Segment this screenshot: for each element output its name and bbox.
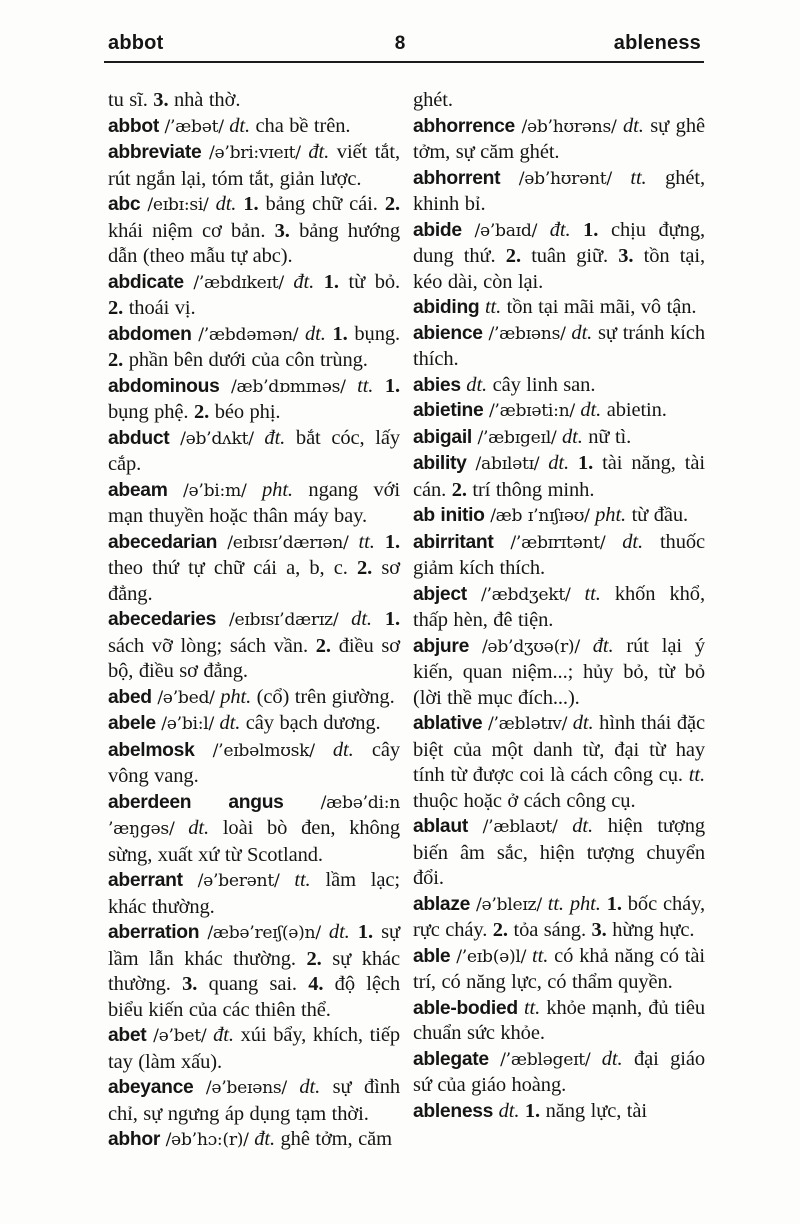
phonetic: /ə’berənt/ bbox=[197, 871, 280, 891]
definition-text bbox=[183, 869, 198, 891]
sense-number: 4. bbox=[308, 973, 324, 995]
part-of-speech: dt. bbox=[188, 817, 210, 839]
definition-text bbox=[469, 635, 482, 657]
dictionary-entry bbox=[413, 582, 705, 634]
definition-text bbox=[321, 921, 329, 943]
sense-number: 2. bbox=[505, 245, 521, 267]
dictionary-entry bbox=[413, 88, 705, 114]
dictionary-entry bbox=[108, 192, 400, 270]
headword: abhor bbox=[108, 1129, 161, 1150]
dictionary-entry bbox=[413, 530, 705, 582]
phonetic: /’æbɪrɪtənt/ bbox=[510, 532, 606, 553]
phonetic: /eɪbɪsɪ’dærɪən/ bbox=[227, 532, 349, 553]
definition-text bbox=[580, 635, 593, 657]
part-of-speech: đt. bbox=[549, 218, 571, 241]
sense-number: 2. bbox=[451, 478, 467, 501]
definition-text: từ đầu. bbox=[626, 504, 689, 526]
definition-text: (cổ) trên giường. bbox=[251, 685, 395, 708]
definition-text: điều sơ bộ, điều sơ đẳng. bbox=[108, 634, 400, 682]
sense-number: 1. bbox=[524, 1099, 541, 1122]
sense-number: 2. bbox=[108, 349, 124, 371]
sense-number: 3. bbox=[274, 219, 290, 242]
sense-number: 1. bbox=[323, 270, 339, 293]
definition-text bbox=[184, 271, 194, 293]
headword: aberration bbox=[108, 922, 200, 943]
definition-text bbox=[612, 167, 631, 189]
definition-text: cây vông vang. bbox=[108, 738, 400, 787]
part-of-speech: dt. bbox=[498, 1099, 520, 1122]
right-column bbox=[413, 88, 705, 1154]
phonetic: /’æbət/ bbox=[164, 116, 224, 137]
definition-text: có khả năng có tài trí, có năng lực, có thẩm quyền. bbox=[413, 944, 705, 993]
definition-text: sự đình chỉ, sự ngưng áp dụng tạm thời. bbox=[108, 1076, 400, 1125]
definition-text bbox=[590, 1048, 601, 1070]
part-of-speech: pht. bbox=[220, 685, 252, 708]
definition-text: bụng. bbox=[347, 322, 401, 345]
part-of-speech: tt. bbox=[294, 869, 311, 891]
part-of-speech: dt. bbox=[572, 712, 594, 734]
headword: abecedarian bbox=[108, 531, 218, 553]
sense-number: 1. bbox=[578, 452, 594, 474]
phonetic: /əb’hɔ:(r)/ bbox=[165, 1130, 249, 1150]
dictionary-entry bbox=[108, 711, 400, 738]
dictionary-entry bbox=[413, 711, 705, 814]
part-of-speech: dt. bbox=[622, 530, 644, 553]
dictionary-entry bbox=[108, 1127, 400, 1154]
phonetic: /’eɪb(ə)l/ bbox=[456, 946, 527, 967]
sense-number: 2. bbox=[492, 919, 508, 941]
part-of-speech: dt. bbox=[219, 712, 241, 734]
phonetic: /ə’bleɪz/ bbox=[476, 894, 542, 915]
definition-text bbox=[217, 531, 227, 553]
part-of-speech: tt. bbox=[584, 582, 601, 605]
sense-number: 1. bbox=[243, 193, 259, 215]
headword: abject bbox=[413, 583, 467, 605]
headword: ablaut bbox=[413, 816, 468, 837]
definition-text: bảng hướng dẫn (theo mẫu tự abc). bbox=[108, 219, 400, 267]
phonetic: /əb’dʌkt/ bbox=[180, 428, 254, 449]
dictionary-entry bbox=[413, 166, 705, 218]
part-of-speech: dt. bbox=[215, 193, 237, 215]
part-of-speech: tt. bbox=[484, 296, 502, 318]
headword: abietine bbox=[413, 400, 484, 421]
sense-number: 3. bbox=[591, 919, 607, 941]
definition-text bbox=[348, 531, 358, 553]
dictionary-entry bbox=[413, 218, 705, 296]
definition-text: tuân giữ. bbox=[520, 245, 619, 267]
dictionary-entry bbox=[108, 868, 400, 920]
headword: ablaze bbox=[413, 893, 471, 915]
phonetic: /eɪbɪ:si/ bbox=[147, 195, 209, 215]
headword: ab initio bbox=[413, 505, 485, 526]
dictionary-entry bbox=[413, 373, 705, 399]
sense-number: 2. bbox=[384, 193, 400, 215]
definition-text bbox=[194, 739, 212, 761]
dictionary-entry bbox=[413, 814, 705, 892]
phonetic: /ə’beɪəns/ bbox=[205, 1078, 287, 1098]
headword: abjure bbox=[413, 635, 470, 657]
headword: abeam bbox=[108, 479, 168, 501]
sense-number: 2. bbox=[193, 401, 210, 423]
headword: abdomen bbox=[108, 323, 192, 345]
definition-text bbox=[174, 817, 188, 839]
header-rule bbox=[104, 61, 704, 63]
part-of-speech: tt. bbox=[688, 764, 705, 786]
definition-text bbox=[193, 1076, 205, 1098]
part-of-speech: dt. bbox=[332, 738, 354, 761]
definition-text bbox=[350, 921, 358, 943]
definition-text: abietin. bbox=[601, 399, 667, 421]
definition-text: sự khác thường. bbox=[108, 947, 400, 995]
headword: ablative bbox=[413, 713, 483, 734]
definition-text: năng lực, tài bbox=[540, 1099, 647, 1122]
definition-text: xúi bẩy, khích, tiếp tay (làm xấu). bbox=[108, 1024, 401, 1073]
definition-text bbox=[287, 1076, 299, 1098]
dictionary-entry bbox=[108, 374, 400, 426]
headword: abbot bbox=[108, 115, 159, 137]
headword: able bbox=[413, 945, 451, 967]
definition-text: tồn tại, kéo dài, còn lại. bbox=[413, 245, 705, 293]
dictionary-entry bbox=[108, 270, 400, 322]
definition-text: tài năng, tài cán. bbox=[413, 452, 705, 501]
sense-number: 1. bbox=[384, 530, 401, 553]
part-of-speech: dt. bbox=[580, 399, 602, 421]
definition-text: khái niệm cơ bản. bbox=[108, 219, 275, 242]
definition-text bbox=[569, 452, 578, 474]
part-of-speech: dt. bbox=[548, 452, 570, 474]
definition-text: độ lệch biểu kiến của các thiên thể. bbox=[108, 973, 400, 1021]
phonetic: /’eɪbəlmʊsk/ bbox=[212, 740, 315, 761]
definition-text: béo phị. bbox=[209, 401, 281, 423]
definition-text: cây bạch dương. bbox=[240, 712, 381, 734]
definition-text bbox=[298, 323, 305, 345]
part-of-speech: tt. bbox=[357, 374, 374, 397]
sense-number: 2. bbox=[315, 634, 331, 657]
page-number: 8 bbox=[394, 33, 406, 54]
phonetic: /ə’bet/ bbox=[153, 1026, 207, 1046]
headword: abeyance bbox=[108, 1077, 194, 1098]
phonetic: /ə’bri:vɪeɪt/ bbox=[209, 143, 301, 163]
definition-text bbox=[326, 323, 333, 345]
headword: aberrant bbox=[108, 870, 183, 891]
phonetic: /æb’dɒmɪnəs/ bbox=[231, 376, 346, 397]
definition-text bbox=[346, 375, 358, 397]
headword: abience bbox=[413, 322, 483, 344]
sense-number: 1. bbox=[332, 322, 348, 345]
headword: able-bodied bbox=[413, 997, 518, 1019]
definition-text: đại giáo sứ của giáo hoàng. bbox=[413, 1047, 705, 1096]
part-of-speech: dt. bbox=[572, 815, 594, 837]
text-columns bbox=[108, 88, 705, 1154]
phonetic: /əb’dʒʊə(r)/ bbox=[481, 636, 580, 657]
sense-number: 3. bbox=[182, 973, 198, 995]
definition-text bbox=[494, 531, 511, 553]
dictionary-entry bbox=[413, 451, 705, 503]
definition-text: ghét. bbox=[413, 89, 453, 111]
dictionary-entry bbox=[108, 1023, 400, 1075]
headword: abduct bbox=[108, 427, 170, 449]
definition-text: phần bên dưới của côn trùng. bbox=[123, 349, 368, 371]
definition-text: ghét, khinh bỉ. bbox=[413, 166, 706, 215]
dictionary-entry bbox=[413, 295, 705, 321]
part-of-speech: dt. bbox=[622, 114, 644, 137]
definition-text bbox=[220, 375, 232, 397]
headword: aberdeen angus bbox=[108, 791, 284, 813]
definition-text: bắt cóc, lấy cắp. bbox=[108, 426, 400, 475]
definition-text: hừng hực. bbox=[606, 919, 695, 941]
definition-text bbox=[489, 1048, 500, 1070]
headword: abies bbox=[413, 374, 461, 396]
part-of-speech: tt. bbox=[358, 530, 375, 553]
sense-number: 3. bbox=[153, 89, 169, 111]
definition-text: sự tránh kích thích. bbox=[413, 321, 706, 370]
definition-text: theo thứ tự chữ cái a, b, c. bbox=[108, 557, 357, 579]
definition-text: bụng phệ. bbox=[108, 401, 194, 423]
headword: ability bbox=[413, 453, 467, 474]
definition-text: cha bề trên. bbox=[250, 114, 351, 137]
definition-text bbox=[201, 141, 209, 163]
phonetic: /’æbɪgeɪl/ bbox=[477, 427, 557, 448]
definition-text bbox=[462, 219, 475, 241]
definition-text bbox=[314, 271, 324, 293]
definition-text bbox=[467, 452, 476, 474]
definition-text: bảng chữ cái. bbox=[258, 193, 385, 215]
definition-text: hình thái đặc biệt của một danh từ, đại từ hay tính từ được coi là cách công cụ. bbox=[413, 712, 705, 786]
dictionary-entry bbox=[413, 503, 705, 530]
dictionary-entry bbox=[413, 1047, 705, 1099]
part-of-speech: dt. bbox=[328, 921, 350, 943]
definition-text bbox=[558, 815, 573, 837]
definition-text bbox=[571, 219, 584, 241]
definition-text bbox=[169, 427, 180, 449]
phonetic: /’æbdəmən/ bbox=[198, 324, 299, 345]
dictionary-entry bbox=[108, 140, 400, 192]
headword: abiding bbox=[413, 297, 480, 318]
dictionary-entry bbox=[413, 425, 705, 452]
part-of-speech: pht. bbox=[595, 504, 627, 526]
definition-text: từ bỏ. bbox=[338, 270, 401, 293]
headword: ableness bbox=[413, 1100, 494, 1122]
part-of-speech: tt. bbox=[523, 996, 541, 1019]
dictionary-entry bbox=[108, 322, 400, 374]
dictionary-entry bbox=[108, 530, 400, 608]
phonetic: /’æbɪəns/ bbox=[488, 323, 566, 344]
part-of-speech: đt. bbox=[308, 141, 330, 163]
dictionary-entry bbox=[413, 1099, 705, 1125]
dictionary-entry bbox=[413, 114, 705, 166]
definition-text: ngang với mạn thuyền hoặc thân máy bay. bbox=[108, 478, 401, 527]
part-of-speech: đt. bbox=[592, 634, 614, 657]
phonetic: /æbə’di:n ’æŋgəs/ bbox=[108, 792, 400, 839]
definition-text bbox=[209, 193, 216, 215]
part-of-speech: pht. bbox=[262, 478, 293, 501]
definition-text: quang sai. bbox=[197, 973, 309, 995]
phonetic: /ə’bed/ bbox=[157, 687, 215, 708]
part-of-speech: dt. bbox=[601, 1047, 623, 1070]
definition-text bbox=[537, 219, 550, 241]
definition-text: nữ tì. bbox=[582, 425, 632, 448]
running-head-right: ableness bbox=[613, 32, 701, 54]
dictionary-entry bbox=[108, 426, 400, 478]
headword: abed bbox=[108, 686, 152, 708]
definition-text: tồn tại mãi mãi, vô tận. bbox=[501, 296, 697, 318]
headword: abhorrent bbox=[413, 167, 501, 189]
headword: ablegate bbox=[413, 1048, 489, 1070]
part-of-speech: dt. bbox=[571, 321, 593, 344]
sense-number: 1. bbox=[583, 218, 599, 241]
definition-text: chịu đựng, dung thứ. bbox=[413, 218, 705, 267]
definition-text bbox=[375, 531, 385, 553]
part-of-speech: tt. pht. bbox=[547, 892, 601, 915]
headword: abide bbox=[413, 219, 462, 241]
definition-text: tu sĩ. bbox=[108, 89, 154, 111]
dictionary-entry bbox=[108, 790, 400, 869]
definition-text bbox=[570, 583, 584, 605]
definition-text: loài bò đen, không sừng, xuất xứ từ Scotland. bbox=[108, 817, 400, 866]
dictionary-entry bbox=[108, 607, 400, 685]
phonetic: /’æblətɪv/ bbox=[488, 714, 568, 734]
dictionary-entry bbox=[413, 996, 705, 1047]
headword: abc bbox=[108, 194, 141, 215]
definition-text: trí thông minh. bbox=[466, 478, 595, 501]
left-column bbox=[108, 88, 400, 1154]
definition-text: sự lầm lẫn khác thường. bbox=[108, 921, 400, 970]
headword: abele bbox=[108, 713, 156, 734]
phonetic: /’æbdɪkeɪt/ bbox=[193, 272, 284, 293]
dictionary-entry bbox=[413, 892, 705, 944]
definition-text bbox=[279, 869, 294, 891]
definition-text bbox=[315, 739, 333, 761]
definition-text bbox=[247, 479, 263, 501]
dictionary-entry bbox=[108, 685, 400, 712]
headword: abelmosk bbox=[108, 739, 195, 761]
phonetic: /æb ɪ’nɪʃɪəʊ/ bbox=[490, 506, 590, 526]
definition-text: sơ đẳng. bbox=[108, 557, 400, 605]
phonetic: /ə’baɪd/ bbox=[474, 220, 538, 241]
phonetic: /eɪbɪsɪ’dærɪz/ bbox=[228, 610, 339, 630]
sense-number: 1. bbox=[357, 921, 373, 943]
definition-text bbox=[168, 479, 184, 501]
definition-text bbox=[338, 608, 351, 630]
dictionary-entry bbox=[108, 920, 400, 1023]
definition-text: khỏe mạnh, đủ tiêu chuẩn sức khỏe. bbox=[413, 996, 705, 1044]
definition-text bbox=[500, 167, 519, 189]
definition-text: thoái vị. bbox=[123, 297, 196, 319]
definition-text: thuốc giảm kích thích. bbox=[413, 530, 706, 579]
phonetic: /’æbdʒekt/ bbox=[480, 584, 571, 605]
dictionary-entry bbox=[413, 634, 705, 712]
sense-number: 2. bbox=[108, 297, 124, 319]
definition-text: hiện tượng biến âm sắc, hiện tượng chuyển đổi. bbox=[413, 815, 706, 889]
headword: abecedaries bbox=[108, 609, 217, 630]
part-of-speech: dt. bbox=[351, 608, 372, 630]
definition-text bbox=[605, 531, 622, 553]
dictionary-entry bbox=[413, 321, 705, 373]
definition-text bbox=[284, 271, 294, 293]
sense-number: 2. bbox=[306, 947, 322, 970]
phonetic: /’æbləgeɪt/ bbox=[500, 1049, 591, 1070]
definition-text: cây linh san. bbox=[487, 373, 596, 396]
part-of-speech: dt. bbox=[466, 373, 488, 396]
dictionary-entry bbox=[413, 944, 705, 996]
part-of-speech: dt. bbox=[305, 322, 326, 345]
definition-text: viết tắt, rút ngắn lại, tóm tắt, giản lược. bbox=[108, 141, 400, 190]
definition-text: khốn khổ, thấp hèn, đê tiện. bbox=[413, 582, 705, 631]
definition-text: sách vỡ lòng; sách vần. bbox=[108, 634, 316, 657]
definition-text: lầm lạc; khác thường. bbox=[108, 869, 400, 918]
definition-text bbox=[373, 375, 385, 397]
part-of-speech: đt. bbox=[293, 270, 315, 293]
phonetic: /’æbɪəti:n/ bbox=[488, 401, 575, 421]
headword: abbreviate bbox=[108, 142, 202, 163]
definition-text bbox=[216, 608, 229, 630]
definition-text bbox=[468, 815, 483, 837]
definition-text bbox=[372, 608, 385, 630]
headword: abdicate bbox=[108, 271, 184, 293]
part-of-speech: đt. bbox=[264, 426, 286, 449]
part-of-speech: đt. bbox=[254, 1128, 275, 1150]
part-of-speech: đt. bbox=[213, 1024, 234, 1046]
dictionary-entry bbox=[108, 478, 400, 530]
running-head-left: abbot bbox=[108, 32, 164, 54]
sense-number: 1. bbox=[606, 892, 622, 915]
part-of-speech: dt. bbox=[229, 114, 251, 137]
dictionary-entry bbox=[413, 398, 705, 425]
dictionary-entry bbox=[108, 738, 400, 790]
part-of-speech: dt. bbox=[561, 425, 583, 448]
dictionary-entry bbox=[108, 114, 400, 141]
dictionary-entry bbox=[108, 88, 400, 114]
phonetic: /əb’hʊrənt/ bbox=[518, 168, 612, 189]
dictionary-entry bbox=[108, 1075, 400, 1127]
definition-text: nhà thờ. bbox=[168, 89, 241, 111]
sense-number: 1. bbox=[384, 608, 400, 630]
headword: abhorrence bbox=[413, 115, 515, 137]
phonetic: /əb’hʊrəns/ bbox=[521, 116, 617, 137]
definition-text: tỏa sáng. bbox=[507, 919, 592, 941]
phonetic: /ə’bi:l/ bbox=[161, 714, 214, 734]
definition-text: ghê tởm, căm bbox=[275, 1128, 392, 1150]
part-of-speech: tt. bbox=[532, 944, 549, 967]
definition-text: rút lại ý kiến, quan niệm...; hủy bỏ, từ bỏ (lời thề mục đích...). bbox=[413, 634, 706, 709]
definition-text: thuộc hoặc ở cách công cụ. bbox=[413, 789, 636, 812]
sense-number: 1. bbox=[384, 374, 401, 397]
headword: abet bbox=[108, 1025, 147, 1046]
headword: abirritant bbox=[413, 531, 494, 553]
phonetic: /ə’bi:m/ bbox=[183, 480, 247, 501]
part-of-speech: dt. bbox=[299, 1076, 321, 1098]
definition-text bbox=[539, 452, 548, 474]
phonetic: /abɪlətɪ/ bbox=[475, 454, 540, 474]
definition-text: sự ghê tởm, sự căm ghét. bbox=[413, 114, 705, 163]
phonetic: /’æblaʊt/ bbox=[482, 817, 558, 837]
headword: abigail bbox=[413, 426, 472, 448]
definition-text bbox=[467, 583, 481, 605]
sense-number: 3. bbox=[618, 245, 634, 267]
phonetic: /æbə’reɪʃ(ə)n/ bbox=[207, 923, 321, 943]
headword: abdominous bbox=[108, 375, 220, 397]
sense-number: 2. bbox=[356, 557, 373, 579]
part-of-speech: tt. bbox=[630, 166, 647, 189]
definition-text: bốc cháy, rực cháy. bbox=[413, 892, 705, 941]
definition-text bbox=[284, 791, 321, 813]
definition-text bbox=[254, 427, 265, 449]
